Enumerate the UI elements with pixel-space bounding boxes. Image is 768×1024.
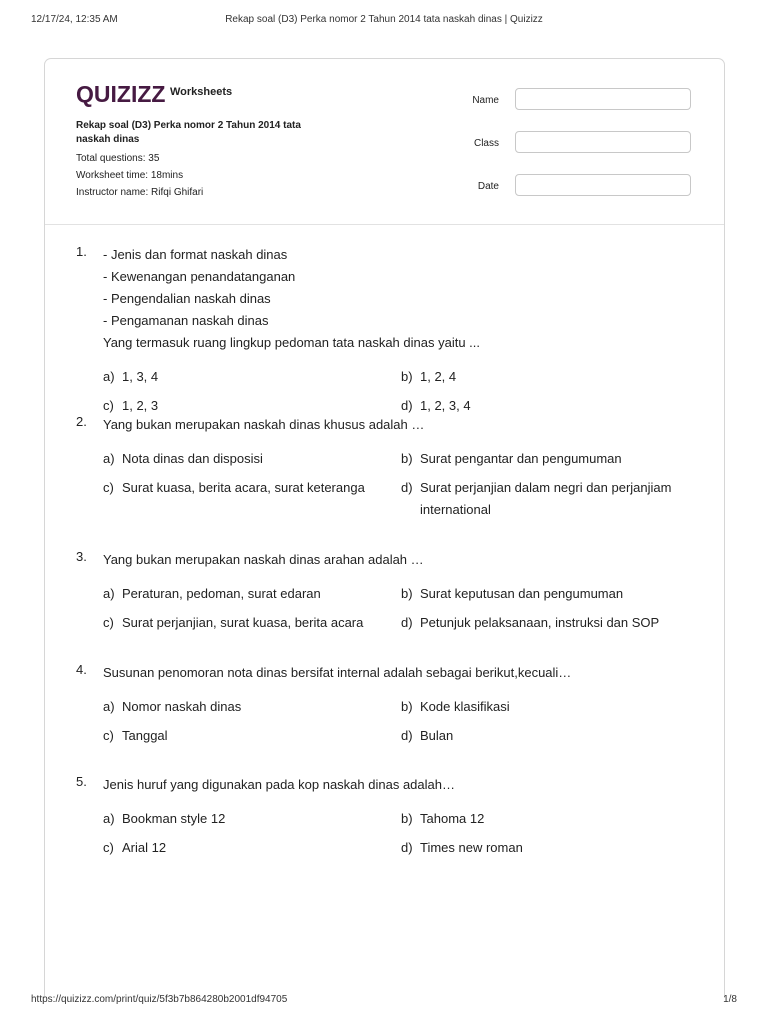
worksheet	[44, 58, 725, 998]
question-4	[76, 662, 693, 778]
option-text: 1, 2, 3	[122, 398, 159, 413]
worksheet-time: Worksheet time: 18mins	[76, 170, 184, 181]
option-letter: c)	[103, 480, 114, 495]
question-list	[76, 244, 693, 874]
brand	[76, 81, 233, 109]
option-text: Tahoma 12	[420, 811, 485, 826]
option-a	[103, 366, 383, 388]
option-text: Surat pengantar dan pengumuman	[420, 451, 622, 466]
option-letter: b)	[401, 699, 413, 714]
print-footer	[31, 994, 737, 1008]
quizizz-logo	[76, 81, 166, 107]
date-field[interactable]	[515, 174, 691, 196]
option-letter: d)	[401, 480, 413, 495]
option-c	[103, 725, 383, 747]
quiz-title: Rekap soal (D3) Perka nomor 2 Tahun 2014 tata naskah dinas	[76, 120, 301, 145]
logo-subtitle: Worksheets	[170, 86, 233, 98]
name-label: Name	[472, 95, 499, 106]
option-d	[401, 477, 701, 521]
option-letter: d)	[401, 615, 413, 630]
page-number: 1/8	[723, 994, 737, 1005]
option-a	[103, 808, 383, 830]
option-letter: c)	[103, 398, 114, 413]
logo-text: QUIZIZZ	[76, 81, 166, 107]
student-fields	[473, 87, 693, 216]
option-a	[103, 696, 383, 718]
answer-options	[103, 448, 693, 522]
question-text: - Jenis dan format naskah dinas - Kewenangan penandatanganan - Pengendalian naskah dinas - Pengamanan naskah dinas Yang termasuk ruang lingkup pedoman tata naskah dinas yaitu ...	[103, 247, 480, 350]
option-text: Nota dinas dan disposisi	[122, 451, 263, 466]
print-header	[31, 14, 737, 30]
option-text: Bulan	[420, 728, 454, 743]
option-a	[103, 583, 383, 605]
option-letter: d)	[401, 840, 413, 855]
option-a	[103, 448, 383, 470]
option-letter: c)	[103, 615, 114, 630]
option-letter: d)	[401, 398, 413, 413]
option-letter: a)	[103, 699, 115, 714]
option-text: Surat keputusan dan pengumuman	[420, 586, 624, 601]
option-text: 1, 2, 3, 4	[420, 398, 471, 413]
option-text: Times new roman	[420, 840, 523, 855]
option-letter: b)	[401, 369, 413, 384]
option-b	[401, 696, 701, 718]
question-2	[76, 414, 693, 553]
total-questions: Total questions: 35	[76, 153, 160, 164]
date-field-row	[473, 173, 693, 216]
class-field[interactable]	[515, 131, 691, 153]
answer-options	[103, 696, 693, 748]
class-field-row	[473, 130, 693, 173]
option-letter: c)	[103, 728, 114, 743]
option-letter: b)	[401, 586, 413, 601]
option-text: Arial 12	[122, 840, 167, 855]
option-d	[401, 837, 701, 859]
option-text: Tanggal	[122, 728, 168, 743]
question-number: 4.	[76, 662, 87, 677]
option-d	[401, 612, 701, 634]
option-letter: a)	[103, 586, 115, 601]
option-text: Kode klasifikasi	[420, 699, 510, 714]
instructor-name: Instructor name: Rifqi Ghifari	[76, 187, 204, 198]
option-text: 1, 3, 4	[122, 369, 159, 384]
name-field[interactable]	[515, 88, 691, 110]
question-3	[76, 549, 693, 666]
option-c	[103, 477, 383, 499]
worksheet-header	[45, 59, 724, 225]
option-text: 1, 2, 4	[420, 369, 457, 384]
quiz-info	[76, 119, 336, 201]
option-letter: d)	[401, 728, 413, 743]
answer-options	[103, 366, 693, 418]
option-letter: a)	[103, 811, 115, 826]
question-text: Yang bukan merupakan naskah dinas khusus adalah …	[103, 417, 425, 432]
class-label: Class	[473, 138, 499, 149]
print-datetime: 12/17/24, 12:35 AM	[31, 14, 118, 25]
option-text: Petunjuk pelaksanaan, instruksi dan SOP	[420, 615, 660, 630]
question-text: Susunan penomoran nota dinas bersifat internal adalah sebagai berikut,kecuali…	[103, 665, 572, 680]
option-c	[103, 837, 383, 859]
name-field-row	[473, 87, 693, 130]
option-letter: a)	[103, 451, 115, 466]
date-label: Date	[477, 181, 499, 192]
option-b	[401, 808, 701, 830]
option-letter: b)	[401, 811, 413, 826]
option-text: Surat perjanjian dalam negri dan perjanjiam international	[420, 480, 672, 517]
option-d	[401, 725, 701, 747]
option-letter: b)	[401, 451, 413, 466]
option-text: Peraturan, pedoman, surat edaran	[122, 586, 321, 601]
question-number: 3.	[76, 549, 87, 564]
question-5	[76, 774, 693, 874]
option-b	[401, 583, 701, 605]
option-text: Surat perjanjian, surat kuasa, berita acara	[122, 615, 364, 630]
question-1	[76, 244, 693, 418]
option-b	[401, 366, 701, 388]
option-text: Nomor naskah dinas	[122, 699, 242, 714]
question-text: Jenis huruf yang digunakan pada kop naskah dinas adalah…	[103, 777, 455, 792]
answer-options	[103, 808, 693, 860]
print-url: https://quizizz.com/print/quiz/5f3b7b864280b2001df94705	[31, 994, 288, 1005]
question-number: 5.	[76, 774, 87, 789]
option-letter: c)	[103, 840, 114, 855]
option-text: Bookman style 12	[122, 811, 226, 826]
answer-options	[103, 583, 693, 635]
question-text: Yang bukan merupakan naskah dinas arahan adalah …	[103, 552, 424, 567]
option-c	[103, 612, 383, 634]
option-letter: a)	[103, 369, 115, 384]
print-title: Rekap soal (D3) Perka nomor 2 Tahun 2014 tata naskah dinas | Quizizz	[225, 14, 543, 25]
option-text: Surat kuasa, berita acara, surat keteranga	[122, 480, 365, 495]
question-number: 2.	[76, 414, 87, 429]
question-number: 1.	[76, 244, 87, 259]
option-b	[401, 448, 701, 470]
